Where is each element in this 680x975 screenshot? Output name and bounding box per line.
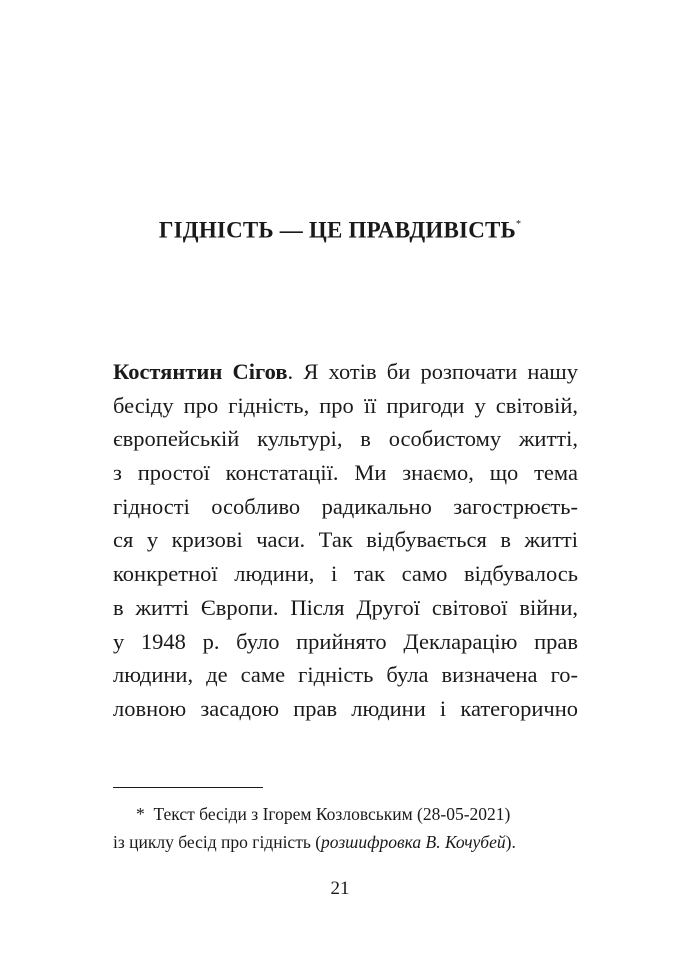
body-line: в житті Європи. Після Другої світової війни, (113, 594, 578, 620)
footnote-transcription-credit: розшифровка В. Кочубей (321, 832, 506, 852)
body-line: ловною засадою прав людини і категорично (113, 695, 578, 721)
footnote-text-2-suffix: ). (505, 832, 516, 852)
body-line: бесіду про гідність, про її пригоди у світовій, (113, 392, 578, 418)
body-line: європейській культурі, в особистому житті, (113, 426, 578, 452)
footnote-text-2-prefix: із циклу бесід про гідність ( (113, 832, 322, 852)
body-line: гідності особливо радикально загострюєть- (113, 493, 578, 519)
speaker-name: Костянтин Сігов (113, 359, 288, 384)
body-line: у 1948 р. було прийнято Декларацію прав (113, 628, 578, 654)
footnote-line-2 (113, 828, 578, 856)
body-paragraph (113, 355, 578, 726)
page-number: 21 (330, 878, 350, 899)
body-line: конкретної людини, і так само відбувалось (113, 561, 578, 587)
body-line-1 (113, 355, 578, 389)
body-line: ся у кризові часи. Так відбувається в житті (113, 527, 578, 553)
footnote (113, 800, 578, 856)
footnote-marker: * (136, 804, 145, 824)
body-line: людини, де саме гідність була визначена го- (113, 662, 578, 688)
title-footnote-marker: * (515, 219, 522, 230)
footnote-line-1 (113, 800, 578, 828)
body-line-1-rest: . Я хотів би розпочати нашу (287, 359, 578, 384)
chapter-title (0, 210, 680, 248)
chapter-title-text: ГІДНІСТЬ — ЦЕ ПРАВДИВІСТЬ (158, 217, 516, 243)
footnote-text-1: Текст бесіди з Ігорем Козловським (28-05-2021) (153, 804, 511, 824)
body-line: з простої констатації. Ми знаємо, що тема (113, 460, 578, 486)
footnote-divider (113, 787, 263, 788)
